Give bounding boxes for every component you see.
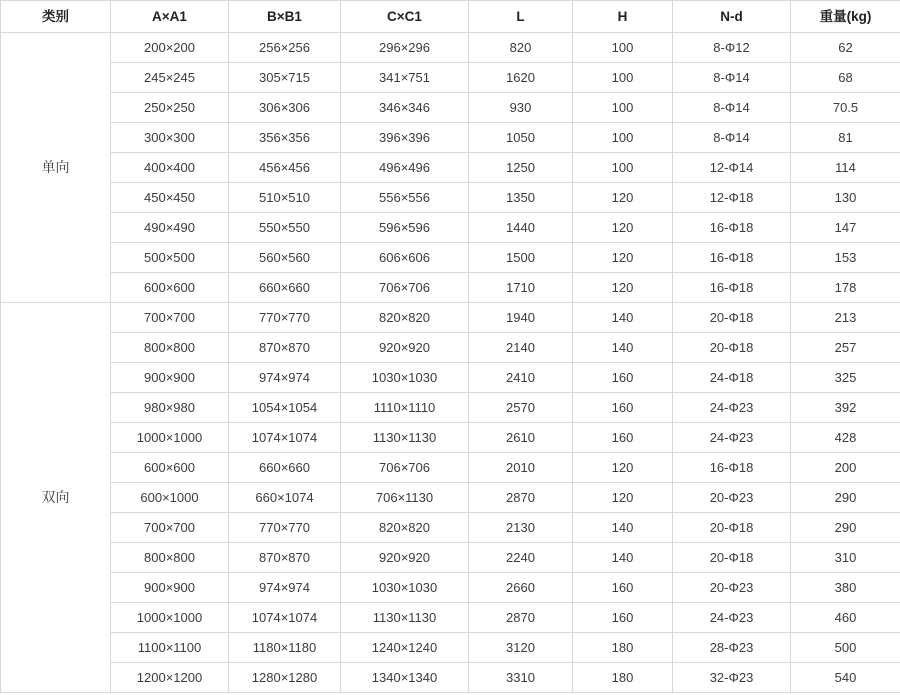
- cell-aa1: 1200×1200: [111, 663, 229, 693]
- cell-bb1: 1180×1180: [229, 633, 341, 663]
- cell-cc1: 341×751: [341, 63, 469, 93]
- cell-l: 1350: [469, 183, 573, 213]
- cell-bb1: 1054×1054: [229, 393, 341, 423]
- cell-weight: 114: [791, 153, 900, 183]
- cell-aa1: 490×490: [111, 213, 229, 243]
- cell-aa1: 700×700: [111, 303, 229, 333]
- cell-weight: 500: [791, 633, 900, 663]
- table-row: [1, 303, 900, 333]
- cell-weight: 325: [791, 363, 900, 393]
- table-row: [1, 663, 900, 693]
- column-header-h: H: [573, 1, 673, 33]
- cell-weight: 62: [791, 33, 900, 63]
- cell-h: 140: [573, 303, 673, 333]
- cell-l: 930: [469, 93, 573, 123]
- cell-h: 160: [573, 603, 673, 633]
- cell-nd: 20-Φ23: [673, 483, 791, 513]
- cell-aa1: 800×800: [111, 543, 229, 573]
- cell-l: 2140: [469, 333, 573, 363]
- cell-l: 2870: [469, 483, 573, 513]
- cell-nd: 16-Φ18: [673, 453, 791, 483]
- cell-l: 1500: [469, 243, 573, 273]
- cell-weight: 147: [791, 213, 900, 243]
- cell-h: 100: [573, 93, 673, 123]
- cell-h: 140: [573, 543, 673, 573]
- cell-h: 160: [573, 423, 673, 453]
- table-body: [1, 33, 900, 693]
- cell-l: 3310: [469, 663, 573, 693]
- cell-bb1: 870×870: [229, 333, 341, 363]
- cell-l: 2570: [469, 393, 573, 423]
- cell-weight: 540: [791, 663, 900, 693]
- cell-aa1: 600×1000: [111, 483, 229, 513]
- cell-bb1: 306×306: [229, 93, 341, 123]
- cell-bb1: 660×660: [229, 453, 341, 483]
- category-cell: 双向: [1, 303, 111, 693]
- table-row: [1, 153, 900, 183]
- cell-weight: 68: [791, 63, 900, 93]
- cell-cc1: 346×346: [341, 93, 469, 123]
- cell-l: 2660: [469, 573, 573, 603]
- cell-aa1: 1100×1100: [111, 633, 229, 663]
- cell-nd: 8-Φ14: [673, 93, 791, 123]
- cell-h: 120: [573, 213, 673, 243]
- table-row: [1, 363, 900, 393]
- cell-weight: 310: [791, 543, 900, 573]
- cell-bb1: 456×456: [229, 153, 341, 183]
- cell-cc1: 396×396: [341, 123, 469, 153]
- column-header-bb1: B×B1: [229, 1, 341, 33]
- cell-weight: 257: [791, 333, 900, 363]
- cell-nd: 8-Φ14: [673, 123, 791, 153]
- cell-nd: 20-Φ18: [673, 303, 791, 333]
- cell-cc1: 1130×1130: [341, 603, 469, 633]
- cell-l: 820: [469, 33, 573, 63]
- cell-bb1: 660×660: [229, 273, 341, 303]
- cell-h: 120: [573, 453, 673, 483]
- cell-weight: 290: [791, 483, 900, 513]
- cell-h: 100: [573, 123, 673, 153]
- table-row: [1, 423, 900, 453]
- cell-l: 2610: [469, 423, 573, 453]
- cell-l: 2240: [469, 543, 573, 573]
- cell-weight: 428: [791, 423, 900, 453]
- cell-bb1: 1074×1074: [229, 603, 341, 633]
- cell-h: 160: [573, 363, 673, 393]
- cell-l: 2870: [469, 603, 573, 633]
- cell-cc1: 1240×1240: [341, 633, 469, 663]
- cell-cc1: 1030×1030: [341, 573, 469, 603]
- cell-h: 180: [573, 633, 673, 663]
- cell-nd: 24-Φ23: [673, 603, 791, 633]
- column-header-weight: 重量(kg): [791, 1, 900, 33]
- cell-aa1: 500×500: [111, 243, 229, 273]
- cell-cc1: 920×920: [341, 333, 469, 363]
- cell-aa1: 1000×1000: [111, 603, 229, 633]
- cell-l: 1620: [469, 63, 573, 93]
- cell-l: 2010: [469, 453, 573, 483]
- cell-cc1: 596×596: [341, 213, 469, 243]
- table-row: [1, 213, 900, 243]
- cell-cc1: 706×706: [341, 453, 469, 483]
- cell-h: 100: [573, 153, 673, 183]
- cell-weight: 290: [791, 513, 900, 543]
- cell-h: 120: [573, 273, 673, 303]
- cell-bb1: 510×510: [229, 183, 341, 213]
- cell-l: 1710: [469, 273, 573, 303]
- table-row: [1, 93, 900, 123]
- table-row: [1, 513, 900, 543]
- cell-weight: 178: [791, 273, 900, 303]
- cell-weight: 70.5: [791, 93, 900, 123]
- cell-weight: 213: [791, 303, 900, 333]
- cell-cc1: 706×1130: [341, 483, 469, 513]
- header-row: [1, 1, 900, 33]
- table-row: [1, 333, 900, 363]
- cell-h: 160: [573, 573, 673, 603]
- cell-bb1: 870×870: [229, 543, 341, 573]
- cell-bb1: 560×560: [229, 243, 341, 273]
- cell-bb1: 550×550: [229, 213, 341, 243]
- cell-l: 1050: [469, 123, 573, 153]
- cell-nd: 8-Φ14: [673, 63, 791, 93]
- cell-h: 160: [573, 393, 673, 423]
- cell-nd: 32-Φ23: [673, 663, 791, 693]
- cell-nd: 8-Φ12: [673, 33, 791, 63]
- table-header: [1, 1, 900, 33]
- cell-l: 1440: [469, 213, 573, 243]
- cell-nd: 12-Φ14: [673, 153, 791, 183]
- cell-nd: 28-Φ23: [673, 633, 791, 663]
- cell-h: 120: [573, 183, 673, 213]
- cell-weight: 460: [791, 603, 900, 633]
- cell-bb1: 770×770: [229, 513, 341, 543]
- cell-aa1: 1000×1000: [111, 423, 229, 453]
- cell-aa1: 980×980: [111, 393, 229, 423]
- cell-l: 2410: [469, 363, 573, 393]
- cell-nd: 24-Φ18: [673, 363, 791, 393]
- category-cell: 单向: [1, 33, 111, 303]
- cell-h: 100: [573, 63, 673, 93]
- cell-l: 2130: [469, 513, 573, 543]
- table-row: [1, 243, 900, 273]
- cell-aa1: 600×600: [111, 273, 229, 303]
- column-header-aa1: A×A1: [111, 1, 229, 33]
- cell-nd: 20-Φ18: [673, 543, 791, 573]
- table-row: [1, 483, 900, 513]
- table-row: [1, 543, 900, 573]
- cell-cc1: 296×296: [341, 33, 469, 63]
- cell-aa1: 450×450: [111, 183, 229, 213]
- cell-bb1: 660×1074: [229, 483, 341, 513]
- cell-bb1: 256×256: [229, 33, 341, 63]
- cell-weight: 392: [791, 393, 900, 423]
- cell-cc1: 556×556: [341, 183, 469, 213]
- cell-aa1: 700×700: [111, 513, 229, 543]
- cell-h: 120: [573, 243, 673, 273]
- cell-aa1: 400×400: [111, 153, 229, 183]
- cell-cc1: 1030×1030: [341, 363, 469, 393]
- cell-nd: 20-Φ18: [673, 333, 791, 363]
- cell-nd: 20-Φ23: [673, 573, 791, 603]
- cell-h: 100: [573, 33, 673, 63]
- cell-nd: 12-Φ18: [673, 183, 791, 213]
- cell-bb1: 974×974: [229, 363, 341, 393]
- cell-aa1: 600×600: [111, 453, 229, 483]
- cell-l: 1940: [469, 303, 573, 333]
- cell-aa1: 245×245: [111, 63, 229, 93]
- cell-bb1: 974×974: [229, 573, 341, 603]
- cell-aa1: 300×300: [111, 123, 229, 153]
- table-row: [1, 63, 900, 93]
- table-row: [1, 633, 900, 663]
- cell-cc1: 1110×1110: [341, 393, 469, 423]
- cell-bb1: 1280×1280: [229, 663, 341, 693]
- table-row: [1, 573, 900, 603]
- cell-weight: 153: [791, 243, 900, 273]
- cell-weight: 200: [791, 453, 900, 483]
- table-row: [1, 273, 900, 303]
- cell-cc1: 820×820: [341, 513, 469, 543]
- cell-bb1: 1074×1074: [229, 423, 341, 453]
- cell-h: 120: [573, 483, 673, 513]
- cell-bb1: 356×356: [229, 123, 341, 153]
- cell-bb1: 305×715: [229, 63, 341, 93]
- cell-bb1: 770×770: [229, 303, 341, 333]
- cell-cc1: 1130×1130: [341, 423, 469, 453]
- table-row: [1, 183, 900, 213]
- table-row: [1, 393, 900, 423]
- cell-cc1: 606×606: [341, 243, 469, 273]
- cell-nd: 24-Φ23: [673, 393, 791, 423]
- cell-weight: 130: [791, 183, 900, 213]
- cell-h: 140: [573, 513, 673, 543]
- cell-cc1: 496×496: [341, 153, 469, 183]
- table-row: [1, 453, 900, 483]
- cell-h: 180: [573, 663, 673, 693]
- cell-aa1: 900×900: [111, 573, 229, 603]
- cell-l: 3120: [469, 633, 573, 663]
- cell-aa1: 250×250: [111, 93, 229, 123]
- cell-nd: 16-Φ18: [673, 273, 791, 303]
- column-header-category: 类别: [1, 1, 111, 33]
- cell-nd: 16-Φ18: [673, 213, 791, 243]
- cell-aa1: 900×900: [111, 363, 229, 393]
- cell-nd: 20-Φ18: [673, 513, 791, 543]
- column-header-l: L: [469, 1, 573, 33]
- cell-cc1: 706×706: [341, 273, 469, 303]
- cell-aa1: 200×200: [111, 33, 229, 63]
- cell-l: 1250: [469, 153, 573, 183]
- cell-nd: 16-Φ18: [673, 243, 791, 273]
- cell-nd: 24-Φ23: [673, 423, 791, 453]
- cell-weight: 380: [791, 573, 900, 603]
- table-row: [1, 603, 900, 633]
- cell-cc1: 920×920: [341, 543, 469, 573]
- cell-cc1: 1340×1340: [341, 663, 469, 693]
- column-header-cc1: C×C1: [341, 1, 469, 33]
- cell-aa1: 800×800: [111, 333, 229, 363]
- cell-weight: 81: [791, 123, 900, 153]
- column-header-nd: N-d: [673, 1, 791, 33]
- table-row: [1, 33, 900, 63]
- table-row: [1, 123, 900, 153]
- cell-cc1: 820×820: [341, 303, 469, 333]
- cell-h: 140: [573, 333, 673, 363]
